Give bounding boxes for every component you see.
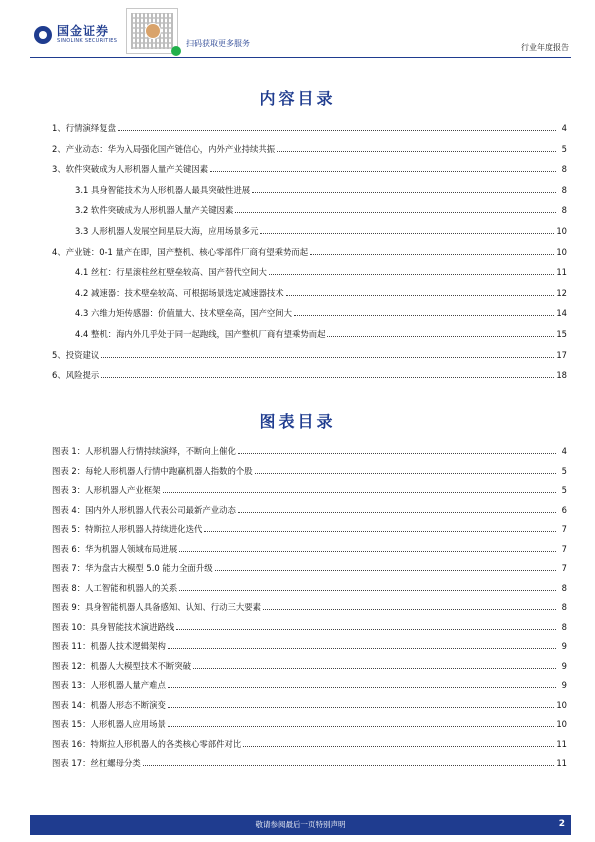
figure-entry[interactable] [52, 680, 567, 690]
figure-entry-page: 11 [556, 758, 567, 768]
header-divider [30, 57, 571, 58]
figure-entry[interactable] [52, 602, 567, 612]
toc-entry[interactable] [75, 185, 567, 195]
dot-leader [179, 589, 556, 591]
figure-entry-page: 8 [561, 602, 567, 612]
dot-leader [204, 530, 556, 532]
logo-name-cn: 国金证券 [57, 24, 110, 38]
toc-entry-title: 3、软件突破成为人形机器人量产关键因素 [52, 164, 209, 175]
dot-leader [252, 191, 556, 193]
logo-name-en: SINOLINK SECURITIES [57, 38, 118, 44]
figure-entry[interactable] [52, 563, 567, 573]
toc-entry-page: 12 [556, 287, 567, 298]
figure-entry[interactable] [52, 719, 567, 729]
figure-entry-title: 图表 10：具身智能技术演进路线 [52, 621, 175, 632]
company-logo [34, 25, 117, 44]
figure-entry-title: 图表 14：机器人形态不断演变 [52, 699, 166, 710]
dot-leader [310, 253, 554, 255]
footer-disclaimer: 敬请参阅最后一页特别声明 [255, 820, 346, 829]
dot-leader [101, 376, 554, 378]
toc-entry[interactable] [52, 144, 567, 154]
toc-entry-title: 4.4 整机：海内外几乎处于同一起跑线，国产整机厂商有望乘势而起 [75, 329, 326, 339]
figure-entry-page: 8 [561, 621, 567, 632]
scan-prompt: 扫码获取更多服务 [186, 39, 250, 48]
figure-entry[interactable] [52, 466, 567, 476]
dot-leader [143, 764, 555, 766]
figure-entry-title: 图表 16：特斯拉人形机器人的各类核心零部件对比 [52, 738, 242, 749]
figure-entry-page: 9 [561, 641, 567, 651]
toc-entry-title: 5、投资建议 [52, 349, 100, 360]
figure-entry-title: 图表 13：人形机器人量产难点 [52, 680, 166, 690]
figure-entry-page: 11 [556, 738, 567, 749]
logo-mark-icon [34, 26, 52, 44]
toc-entry-page: 18 [556, 370, 567, 381]
toc-entry-title: 3.1 具身智能技术为人形机器人最具突破性进展 [75, 184, 251, 195]
figure-entry[interactable] [52, 505, 567, 515]
toc-entry-page: 5 [561, 143, 567, 154]
figure-entry-title: 图表 17：丝杠螺母分类 [52, 758, 141, 768]
toc-title: 内容目录 [259, 89, 336, 108]
figure-entry-title: 图表 1：人形机器人行情持续演绎，不断向上催化 [52, 446, 236, 456]
toc-entry[interactable] [75, 329, 567, 339]
figure-entry[interactable] [52, 485, 567, 495]
figure-entry[interactable] [52, 739, 567, 749]
wechat-badge-icon [171, 46, 181, 56]
toc-entry-page: 11 [556, 267, 567, 278]
toc-entry-page: 15 [556, 329, 567, 339]
figure-entry-title: 图表 2：每轮人形机器人行情中跑赢机器人指数的个股 [52, 465, 253, 476]
figure-entry[interactable] [52, 700, 567, 710]
dot-leader [168, 706, 555, 708]
figure-entry-title: 图表 15：人形机器人应用场景 [52, 719, 166, 729]
toc-entry[interactable] [75, 288, 567, 298]
figure-entry-page: 8 [561, 582, 567, 593]
toc-entry-title: 6、风险提示 [52, 370, 100, 381]
dot-leader [163, 491, 557, 493]
toc-entry-title: 4.2 减速器：技术壁垒较高、可根据场景选定减速器技术 [75, 287, 284, 298]
page-footer [30, 815, 571, 835]
figure-entry-page: 7 [561, 524, 567, 534]
toc-entry-title: 3.2 软件突破成为人形机器人量产关键因素 [75, 205, 234, 216]
figure-entry-title: 图表 9：具身智能机器人具备感知、认知、行动三大要素 [52, 602, 261, 612]
dot-leader [255, 472, 556, 474]
figure-entry-title: 图表 6：华为机器人领域布局进展 [52, 543, 178, 554]
toc-entry[interactable] [52, 123, 567, 133]
toc-entry-page: 8 [561, 164, 567, 175]
figure-entry-page: 4 [561, 446, 567, 456]
toc-entry-title: 3.3 人形机器人发展空间星辰大海，应用场景多元 [75, 226, 259, 236]
figure-entry[interactable] [52, 622, 567, 632]
figure-entry-page: 7 [561, 563, 567, 573]
toc-entry-title: 4、产业链：0-1 量产在即，国产整机、核心零部件厂商有望乘势而起 [52, 246, 309, 257]
figure-entry-page: 10 [556, 699, 567, 710]
dot-leader [168, 725, 555, 727]
figure-entry[interactable] [52, 641, 567, 651]
figure-entry-page: 5 [561, 485, 567, 495]
dot-leader [263, 608, 556, 610]
toc-entry[interactable] [75, 308, 567, 318]
figure-entry[interactable] [52, 661, 567, 671]
dot-leader [176, 628, 556, 630]
figure-entry-title: 图表 4：国内外人形机器人代表公司最新产业动态 [52, 504, 236, 515]
dot-leader [179, 550, 556, 552]
dot-leader [235, 211, 556, 213]
toc-entry-title: 1、行情演绎复盘 [52, 123, 116, 133]
toc-entry-page: 4 [561, 123, 567, 133]
figure-entry-title: 图表 5：特斯拉人形机器人持续进化迭代 [52, 524, 203, 534]
figure-entry-title: 图表 11：机器人技术逻辑架构 [52, 641, 166, 651]
figure-entry-page: 5 [561, 465, 567, 476]
report-type-label: 行业年度报告 [521, 43, 569, 52]
dot-leader [118, 129, 556, 131]
toc-entry[interactable] [52, 370, 567, 380]
toc-entry[interactable] [52, 350, 567, 360]
dot-leader [238, 452, 556, 454]
toc-entry[interactable] [52, 247, 567, 257]
toc-entry-title: 4.3 六维力矩传感器：价值量大、技术壁垒高，国产空间大 [75, 308, 292, 319]
dot-leader [243, 745, 554, 747]
dot-leader [215, 569, 556, 571]
toc-entry-page: 14 [556, 308, 567, 319]
figure-entry-page: 6 [561, 504, 567, 515]
figure-entry[interactable] [52, 524, 567, 534]
figure-entry-page: 9 [561, 660, 567, 671]
dot-leader [277, 150, 556, 152]
dot-leader [269, 273, 554, 275]
dot-leader [327, 335, 554, 337]
figure-entry-page: 10 [556, 719, 567, 729]
page-header [0, 0, 595, 60]
toc-entry[interactable] [75, 226, 567, 236]
toc-entry-page: 10 [556, 246, 567, 257]
figure-entry-title: 图表 8：人工智能和机器人的关系 [52, 582, 178, 593]
dot-leader [286, 294, 555, 296]
dot-leader [168, 647, 556, 649]
toc-entry-title: 2、产业动态：华为入局强化国产链信心，内外产业持续共振 [52, 143, 276, 154]
dot-leader [238, 511, 556, 513]
page-number: 2 [558, 819, 565, 829]
figure-entry[interactable] [52, 758, 567, 768]
toc-entry[interactable] [75, 267, 567, 277]
dot-leader [193, 667, 556, 669]
figures-title: 图表目录 [259, 412, 336, 431]
toc-entry-page: 10 [556, 226, 567, 236]
dot-leader [260, 232, 554, 234]
toc-entry-page: 17 [556, 349, 567, 360]
figure-entry-page: 9 [561, 680, 567, 690]
toc-entry[interactable] [75, 205, 567, 215]
dot-leader [168, 686, 556, 688]
figure-entry[interactable] [52, 544, 567, 554]
toc-entry-page: 8 [561, 184, 567, 195]
dot-leader [210, 170, 556, 172]
dot-leader [101, 356, 554, 358]
toc-entry-title: 4.1 丝杠：行星滚柱丝杠壁垒较高、国产替代空间大 [75, 267, 267, 278]
figure-entry-title: 图表 3：人形机器人产业框架 [52, 485, 161, 495]
figure-entry-title: 图表 12：机器人大模型技术不断突破 [52, 660, 191, 671]
dot-leader [294, 314, 554, 316]
toc-entry-page: 8 [561, 205, 567, 216]
toc-entry[interactable] [52, 164, 567, 174]
qr-code-icon[interactable] [126, 8, 178, 54]
figure-entry-title: 图表 7：华为盘古大模型 5.0 能力全面升级 [52, 563, 213, 573]
figure-entry[interactable] [52, 446, 567, 456]
figure-entry-page: 7 [561, 543, 567, 554]
figure-entry[interactable] [52, 583, 567, 593]
